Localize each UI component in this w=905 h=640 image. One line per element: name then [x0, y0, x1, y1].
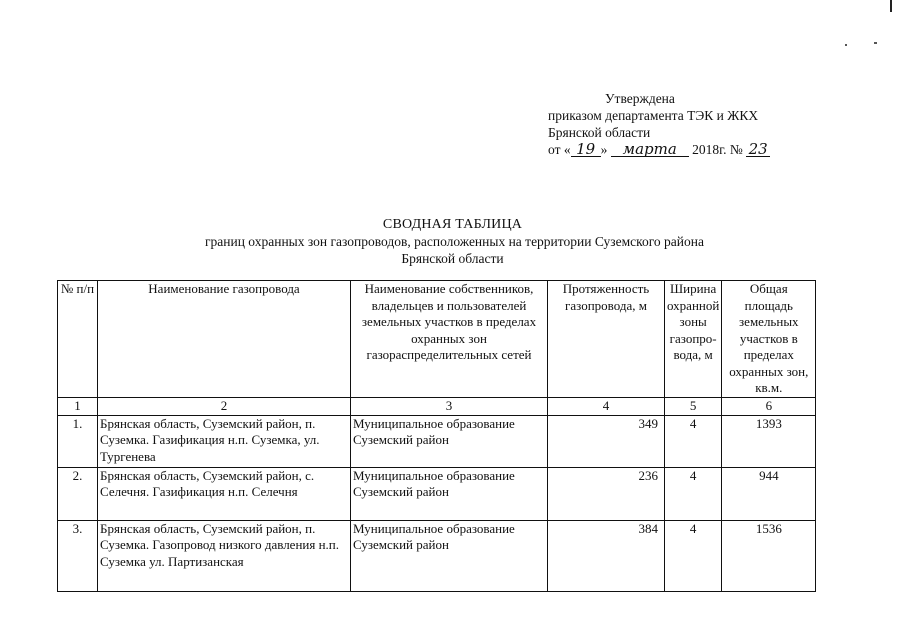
row-pipeline-name: Брянская область, Суземский район, п. Суземка. Газификация н.п. Суземка, ул. Тургенева — [98, 415, 351, 467]
row-num: 1. — [58, 415, 98, 467]
title-subtitle: границ охранных зон газопроводов, расположенных на территории Суземского района — [204, 234, 704, 249]
row-area: 1393 — [722, 415, 816, 467]
row-pipeline-name: Брянская область, Суземский район, с. Селечня. Газификация н.п. Селечня — [98, 467, 351, 520]
scan-speck — [874, 42, 877, 44]
title-region: Брянской области — [401, 251, 504, 266]
date-prefix: от « — [548, 142, 571, 157]
number-label: № — [729, 142, 743, 157]
header-total-area: Общая площадь земельных участков в пределах охранных зон, кв.м. — [722, 281, 816, 398]
row-owner: Муниципальное образование Суземский район — [351, 467, 548, 520]
approval-block — [548, 90, 770, 158]
header-zone-width: Ширина охранной зоны газопро-вода, м — [665, 281, 722, 398]
header-owners: Наименование собственников, владельцев и пользователей земельных участков в пределах охранных зон газораспределительных сетей — [351, 281, 548, 398]
row-zone-width: 4 — [665, 467, 722, 520]
col-number: 4 — [548, 397, 665, 415]
row-num: 2. — [58, 467, 98, 520]
date-day: 19 — [571, 142, 601, 157]
table-row — [58, 520, 816, 591]
row-length: 349 — [548, 415, 665, 467]
table-header-row — [58, 281, 816, 398]
row-num: 3. — [58, 520, 98, 591]
row-pipeline-name: Брянская область, Суземский район, п. Суземка. Газопровод низкого давления н.п. Суземка ул. Партизанская — [98, 520, 351, 591]
col-number: 6 — [722, 397, 816, 415]
row-length: 384 — [548, 520, 665, 591]
date-mid: » — [600, 142, 608, 157]
col-number: 2 — [98, 397, 351, 415]
table-row — [58, 467, 816, 520]
approval-title: Утверждена — [605, 91, 675, 106]
approval-region-line: Брянской области — [548, 125, 651, 140]
row-zone-width: 4 — [665, 520, 722, 591]
boundaries-table — [57, 280, 816, 592]
document-title — [0, 216, 905, 267]
header-num: № п/п — [58, 281, 98, 398]
date-month: марта — [611, 142, 689, 157]
table-row — [58, 415, 816, 467]
header-pipeline-name: Наименование газопровода — [98, 281, 351, 398]
col-number: 5 — [665, 397, 722, 415]
scan-speck — [845, 44, 847, 46]
approval-order-line: приказом департамента ТЭК и ЖКХ — [548, 108, 759, 123]
row-length: 236 — [548, 467, 665, 520]
date-year: 2018г. — [692, 142, 727, 157]
header-length: Протяженность газопровода, м — [548, 281, 665, 398]
col-number: 3 — [351, 397, 548, 415]
row-owner: Муниципальное образование Суземский район — [351, 520, 548, 591]
col-number: 1 — [58, 397, 98, 415]
row-owner: Муниципальное образование Суземский район — [351, 415, 548, 467]
column-numbers-row — [58, 397, 816, 415]
order-number: 23 — [746, 142, 770, 157]
row-zone-width: 4 — [665, 415, 722, 467]
row-area: 1536 — [722, 520, 816, 591]
title-main: СВОДНАЯ ТАБЛИЦА — [382, 217, 523, 232]
approval-date-line — [548, 141, 770, 158]
edge-mark — [890, 0, 892, 12]
row-area: 944 — [722, 467, 816, 520]
